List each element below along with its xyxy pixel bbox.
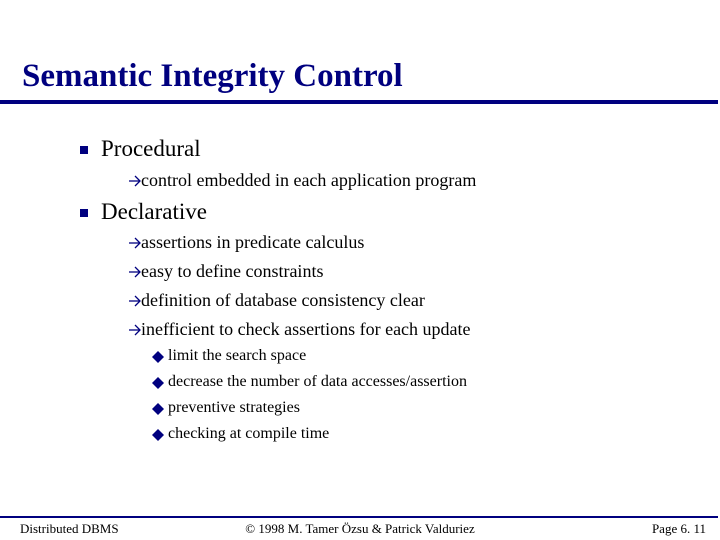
sub-subbullet-text: limit the search space <box>168 347 307 364</box>
arrow-right-icon <box>128 261 142 281</box>
square-bullet-icon <box>80 209 88 217</box>
slide-title: Semantic Integrity Control <box>22 58 403 94</box>
subbullet-text: assertions in predicate calculus <box>141 232 365 252</box>
arrow-right-icon <box>128 170 142 190</box>
arrow-right-icon <box>128 290 142 310</box>
diamond-bullet-icon <box>152 429 164 441</box>
diamond-bullet-icon <box>152 403 164 415</box>
footer-divider <box>0 516 718 518</box>
footer-copyright: © 1998 M. Tamer Özsu & Patrick Valduriez <box>245 521 475 536</box>
bullet-label: Declarative <box>101 199 207 224</box>
bullet-label: Procedural <box>101 136 201 161</box>
arrow-right-icon <box>128 319 142 339</box>
arrow-right-icon <box>128 232 142 252</box>
sub-subbullet-text: decrease the number of data accesses/assertion <box>168 373 467 390</box>
subbullet-text: control embedded in each application program <box>141 170 477 190</box>
subbullet-text: easy to define constraints <box>141 261 324 281</box>
diamond-bullet-icon <box>152 351 164 363</box>
square-bullet-icon <box>80 146 88 154</box>
sub-subbullet-text: preventive strategies <box>168 399 300 416</box>
title-divider <box>0 100 718 104</box>
sub-subbullet-text: checking at compile time <box>168 425 330 442</box>
subbullet-text: definition of database consistency clear <box>141 290 425 310</box>
diamond-bullet-icon <box>152 377 164 389</box>
subbullet-text: inefficient to check assertions for each update <box>141 319 471 339</box>
footer-page-number: Page 6. 11 <box>651 521 706 536</box>
footer-course: Distributed DBMS <box>20 521 119 536</box>
